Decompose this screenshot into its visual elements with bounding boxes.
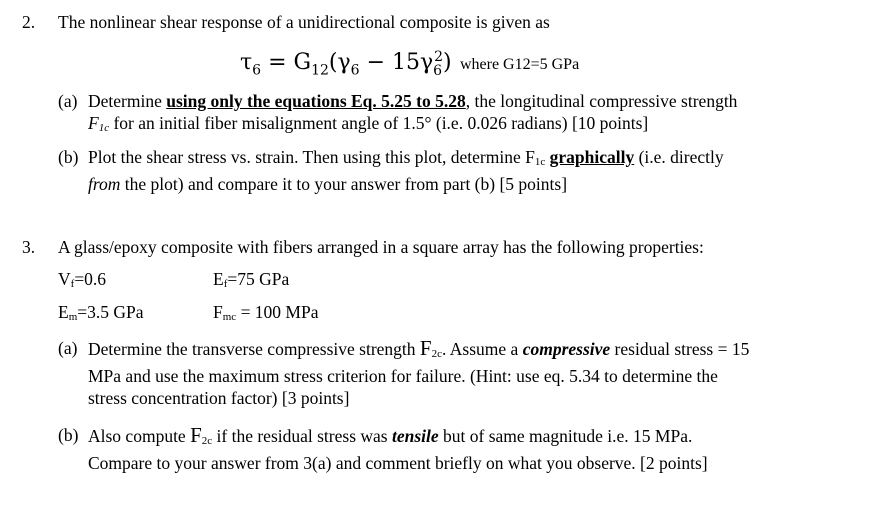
q3-stem: A glass/epoxy composite with fibers arranged in a square array has the following properties: xyxy=(58,237,704,257)
q3-number: 3. xyxy=(22,237,36,257)
part-label: (b) xyxy=(58,425,79,445)
underlined-instruction: graphically xyxy=(549,147,635,167)
q2-stem: The nonlinear shear response of a unidirectional composite is given as xyxy=(58,12,550,32)
part-label: (b) xyxy=(58,147,79,167)
prop-em: Em=3.5 GPa xyxy=(58,302,144,323)
shear-response-equation xyxy=(240,46,579,82)
part-text: Determine using only the equations Eq. 5.25 to 5.28, the longitudinal compressive strength F1c for an initial fiber misalignment angle of 1.5° (i.e. 0.026 radians) [10 points] xyxy=(88,91,738,134)
part-text: Also compute F2c if the residual stress was tensile but of same magnitude i.e. 15 MPa. Compare to your answer from 3(a) and comment briefly on what you observe. [2 points] xyxy=(88,423,708,473)
underlined-instruction: using only the equations Eq. 5.25 to 5.28 xyxy=(166,91,466,111)
part-text: Plot the shear stress vs. strain. Then using this plot, determine F1c graphically (i.e. directly from the plot) and compare it to your answer from part (b) [5 points] xyxy=(88,147,724,194)
prop-ef: Ef=75 GPa xyxy=(213,269,290,290)
q2-number: 2. xyxy=(22,12,36,32)
equation-body: $\tau_6 = G_{12}(\gamma_6 - 15\gamma_6^2)$ xyxy=(240,49,452,79)
prop-fmc: Fmc = 100 MPa xyxy=(213,302,319,323)
emphasis-tensile: tensile xyxy=(391,426,439,446)
part-text: Determine the transverse compressive strength F2c. Assume a compressive residual stress = 15 MPa and use the maximum stress criterion for failure. (Hint: use eq. 5.34 to determine the stress concentration factor) [3 points] xyxy=(88,336,750,408)
part-label: (a) xyxy=(58,91,78,111)
prop-vf: Vf=0.6 xyxy=(58,269,107,290)
emphasis-compressive: compressive xyxy=(522,339,611,359)
equation-note: where G12=5 GPa xyxy=(459,56,580,74)
part-label: (a) xyxy=(58,338,78,358)
